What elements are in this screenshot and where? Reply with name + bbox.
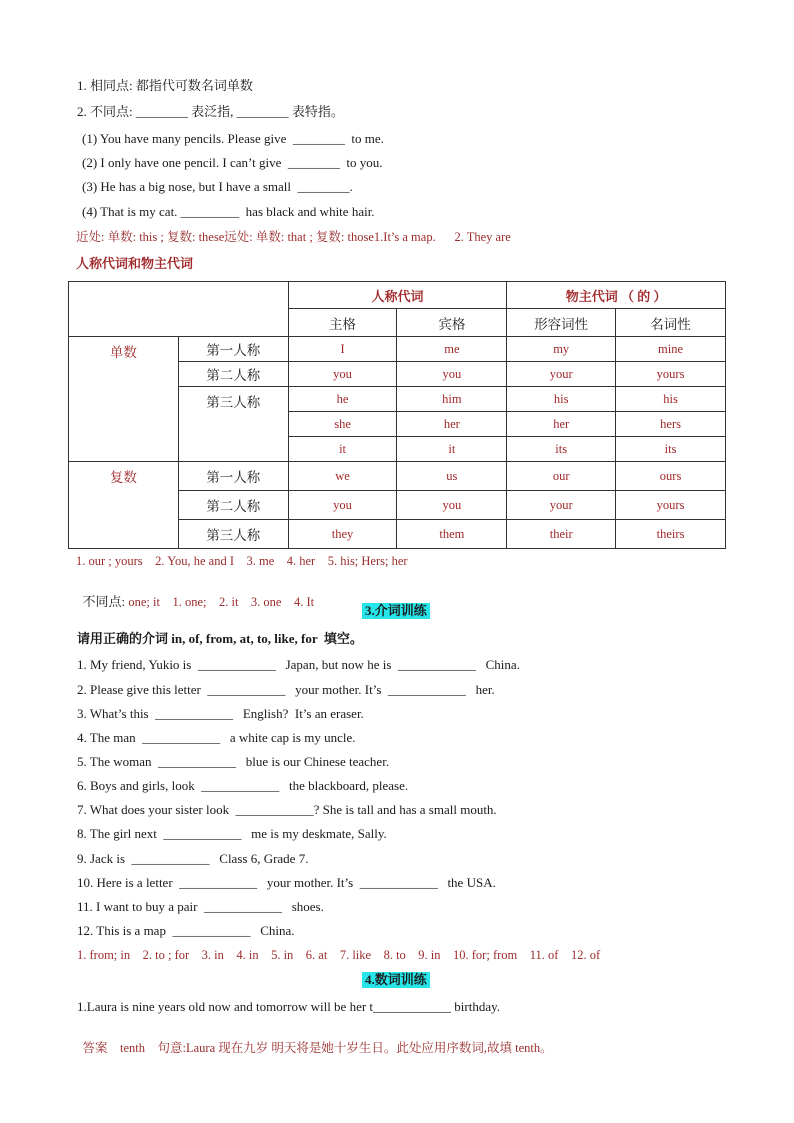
col-header-adjective: 形容词性 <box>507 309 616 337</box>
prep-question: 8. The girl next ____________ me is my deskmate, Sally. <box>77 826 387 841</box>
table-cell: theirs <box>616 520 726 549</box>
table-cell: him <box>397 387 507 412</box>
num-answer-text: 答案 tenth 句意:Laura 现在九岁 明天将是她十岁生日。此处应用序数词,故填 tenth。 <box>82 1041 553 1055</box>
intro-answer: 近处: 单数: this ; 复数: these远处: 单数: that ; 复数: those1.It’s a map. 2. They are <box>76 230 511 244</box>
prep-section-title: 3.介词训练 <box>362 603 430 619</box>
prep-answer: 1. from; in 2. to ; for 3. in 4. in 5. in 6. at 7. like 8. to 9. in 10. for; from 11. of 12. of <box>77 948 601 962</box>
prep-question: 3. What’s this ____________ English? It’s an eraser. <box>77 706 364 721</box>
prep-question: 6. Boys and girls, look ____________ the blackboard, please. <box>77 778 409 793</box>
table-cell: his <box>507 387 616 412</box>
table-cell: yours <box>616 491 726 520</box>
table-cell: it <box>288 437 397 462</box>
table-cell: yours <box>616 362 726 387</box>
table-cell: us <box>397 462 507 491</box>
person-third: 第三人称 <box>178 387 288 462</box>
pronoun-table <box>68 281 726 549</box>
intro-question-2: (2) I only have one pencil. I can’t give ________ to you. <box>82 155 383 170</box>
table-cell: your <box>507 491 616 520</box>
pronoun-answer-2-text: one; it 1. one; 2. it 3. one 4. It <box>128 595 315 609</box>
prep-question: 12. This is a map ____________ China. <box>77 923 295 938</box>
intro-question-1: (1) You have many pencils. Please give ________ to me. <box>82 131 384 146</box>
table-cell: you <box>397 362 507 387</box>
person-second: 第二人称 <box>178 362 288 387</box>
table-row <box>69 462 726 491</box>
prep-question: 11. I want to buy a pair ____________ shoes. <box>77 899 324 914</box>
table-cell: my <box>507 337 616 362</box>
person-second: 第二人称 <box>178 491 288 520</box>
col-header-object: 宾格 <box>397 309 507 337</box>
intro-question-4: (4) That is my cat. _________ has black and white hair. <box>82 204 375 219</box>
table-cell: you <box>397 491 507 520</box>
table-cell: it <box>397 437 507 462</box>
intro-line-1: 1. 相同点: 都指代可数名词单数 <box>77 78 253 93</box>
table-cell: we <box>288 462 397 491</box>
table-cell: his <box>616 387 726 412</box>
intro-question-3: (3) He has a big nose, but I have a small ________. <box>82 179 353 194</box>
table-cell: their <box>507 520 616 549</box>
person-first: 第一人称 <box>178 462 288 491</box>
prep-question: 1. My friend, Yukio is ____________ Japan, but now he is ____________ China. <box>77 657 520 672</box>
table-cell: you <box>288 362 397 387</box>
prep-question: 10. Here is a letter ____________ your mother. It’s ____________ the USA. <box>77 875 496 890</box>
table-cell: its <box>616 437 726 462</box>
table-cell: our <box>507 462 616 491</box>
pronoun-answer-2 <box>76 578 314 610</box>
table-cell: its <box>507 437 616 462</box>
table-cell: he <box>288 387 397 412</box>
table-cell: them <box>397 520 507 549</box>
header-possessive-pronouns: 物主代词 （ 的 ） <box>507 282 726 309</box>
group-plural: 复数 <box>69 462 179 549</box>
table-cell: me <box>397 337 507 362</box>
person-first: 第一人称 <box>178 337 288 362</box>
intro-line-2: 2. 不同点: ________ 表泛指, ________ 表特指。 <box>77 104 344 119</box>
table-cell: she <box>288 412 397 437</box>
table-cell: hers <box>616 412 726 437</box>
table-corner-cell <box>69 282 289 337</box>
prep-question: 9. Jack is ____________ Class 6, Grade 7. <box>77 851 309 866</box>
num-answer <box>76 1024 553 1056</box>
table-cell: you <box>288 491 397 520</box>
group-singular: 单数 <box>69 337 179 462</box>
pronoun-answer-1: 1. our ; yours 2. You, he and I 3. me 4. her 5. his; Hers; her <box>76 554 408 568</box>
table-cell: her <box>397 412 507 437</box>
prep-question: 2. Please give this letter ____________ your mother. It’s ____________ her. <box>77 682 495 697</box>
prep-question: 5. The woman ____________ blue is our Chinese teacher. <box>77 754 390 769</box>
table-cell: they <box>288 520 397 549</box>
num-section-title: 4.数词训练 <box>362 972 430 988</box>
table-cell: ours <box>616 462 726 491</box>
col-header-subject: 主格 <box>288 309 397 337</box>
pronoun-answer-2-label: 不同点: <box>82 594 129 609</box>
table-cell: your <box>507 362 616 387</box>
table-row <box>69 337 726 362</box>
pronoun-section-title: 人称代词和物主代词 <box>76 256 194 271</box>
num-question: 1.Laura is nine years old now and tomorrow will be her t____________ birthday. <box>77 999 501 1014</box>
table-cell: her <box>507 412 616 437</box>
person-third: 第三人称 <box>178 520 288 549</box>
col-header-noun: 名词性 <box>616 309 726 337</box>
prep-question: 7. What does your sister look ____________? She is tall and has a small mouth. <box>77 802 497 817</box>
table-cell: mine <box>616 337 726 362</box>
prep-instruction: 请用正确的介词 in, of, from, at, to, like, for 填空。 <box>77 631 363 646</box>
prep-question: 4. The man ____________ a white cap is my uncle. <box>77 730 356 745</box>
header-personal-pronouns: 人称代词 <box>288 282 507 309</box>
table-cell: I <box>288 337 397 362</box>
